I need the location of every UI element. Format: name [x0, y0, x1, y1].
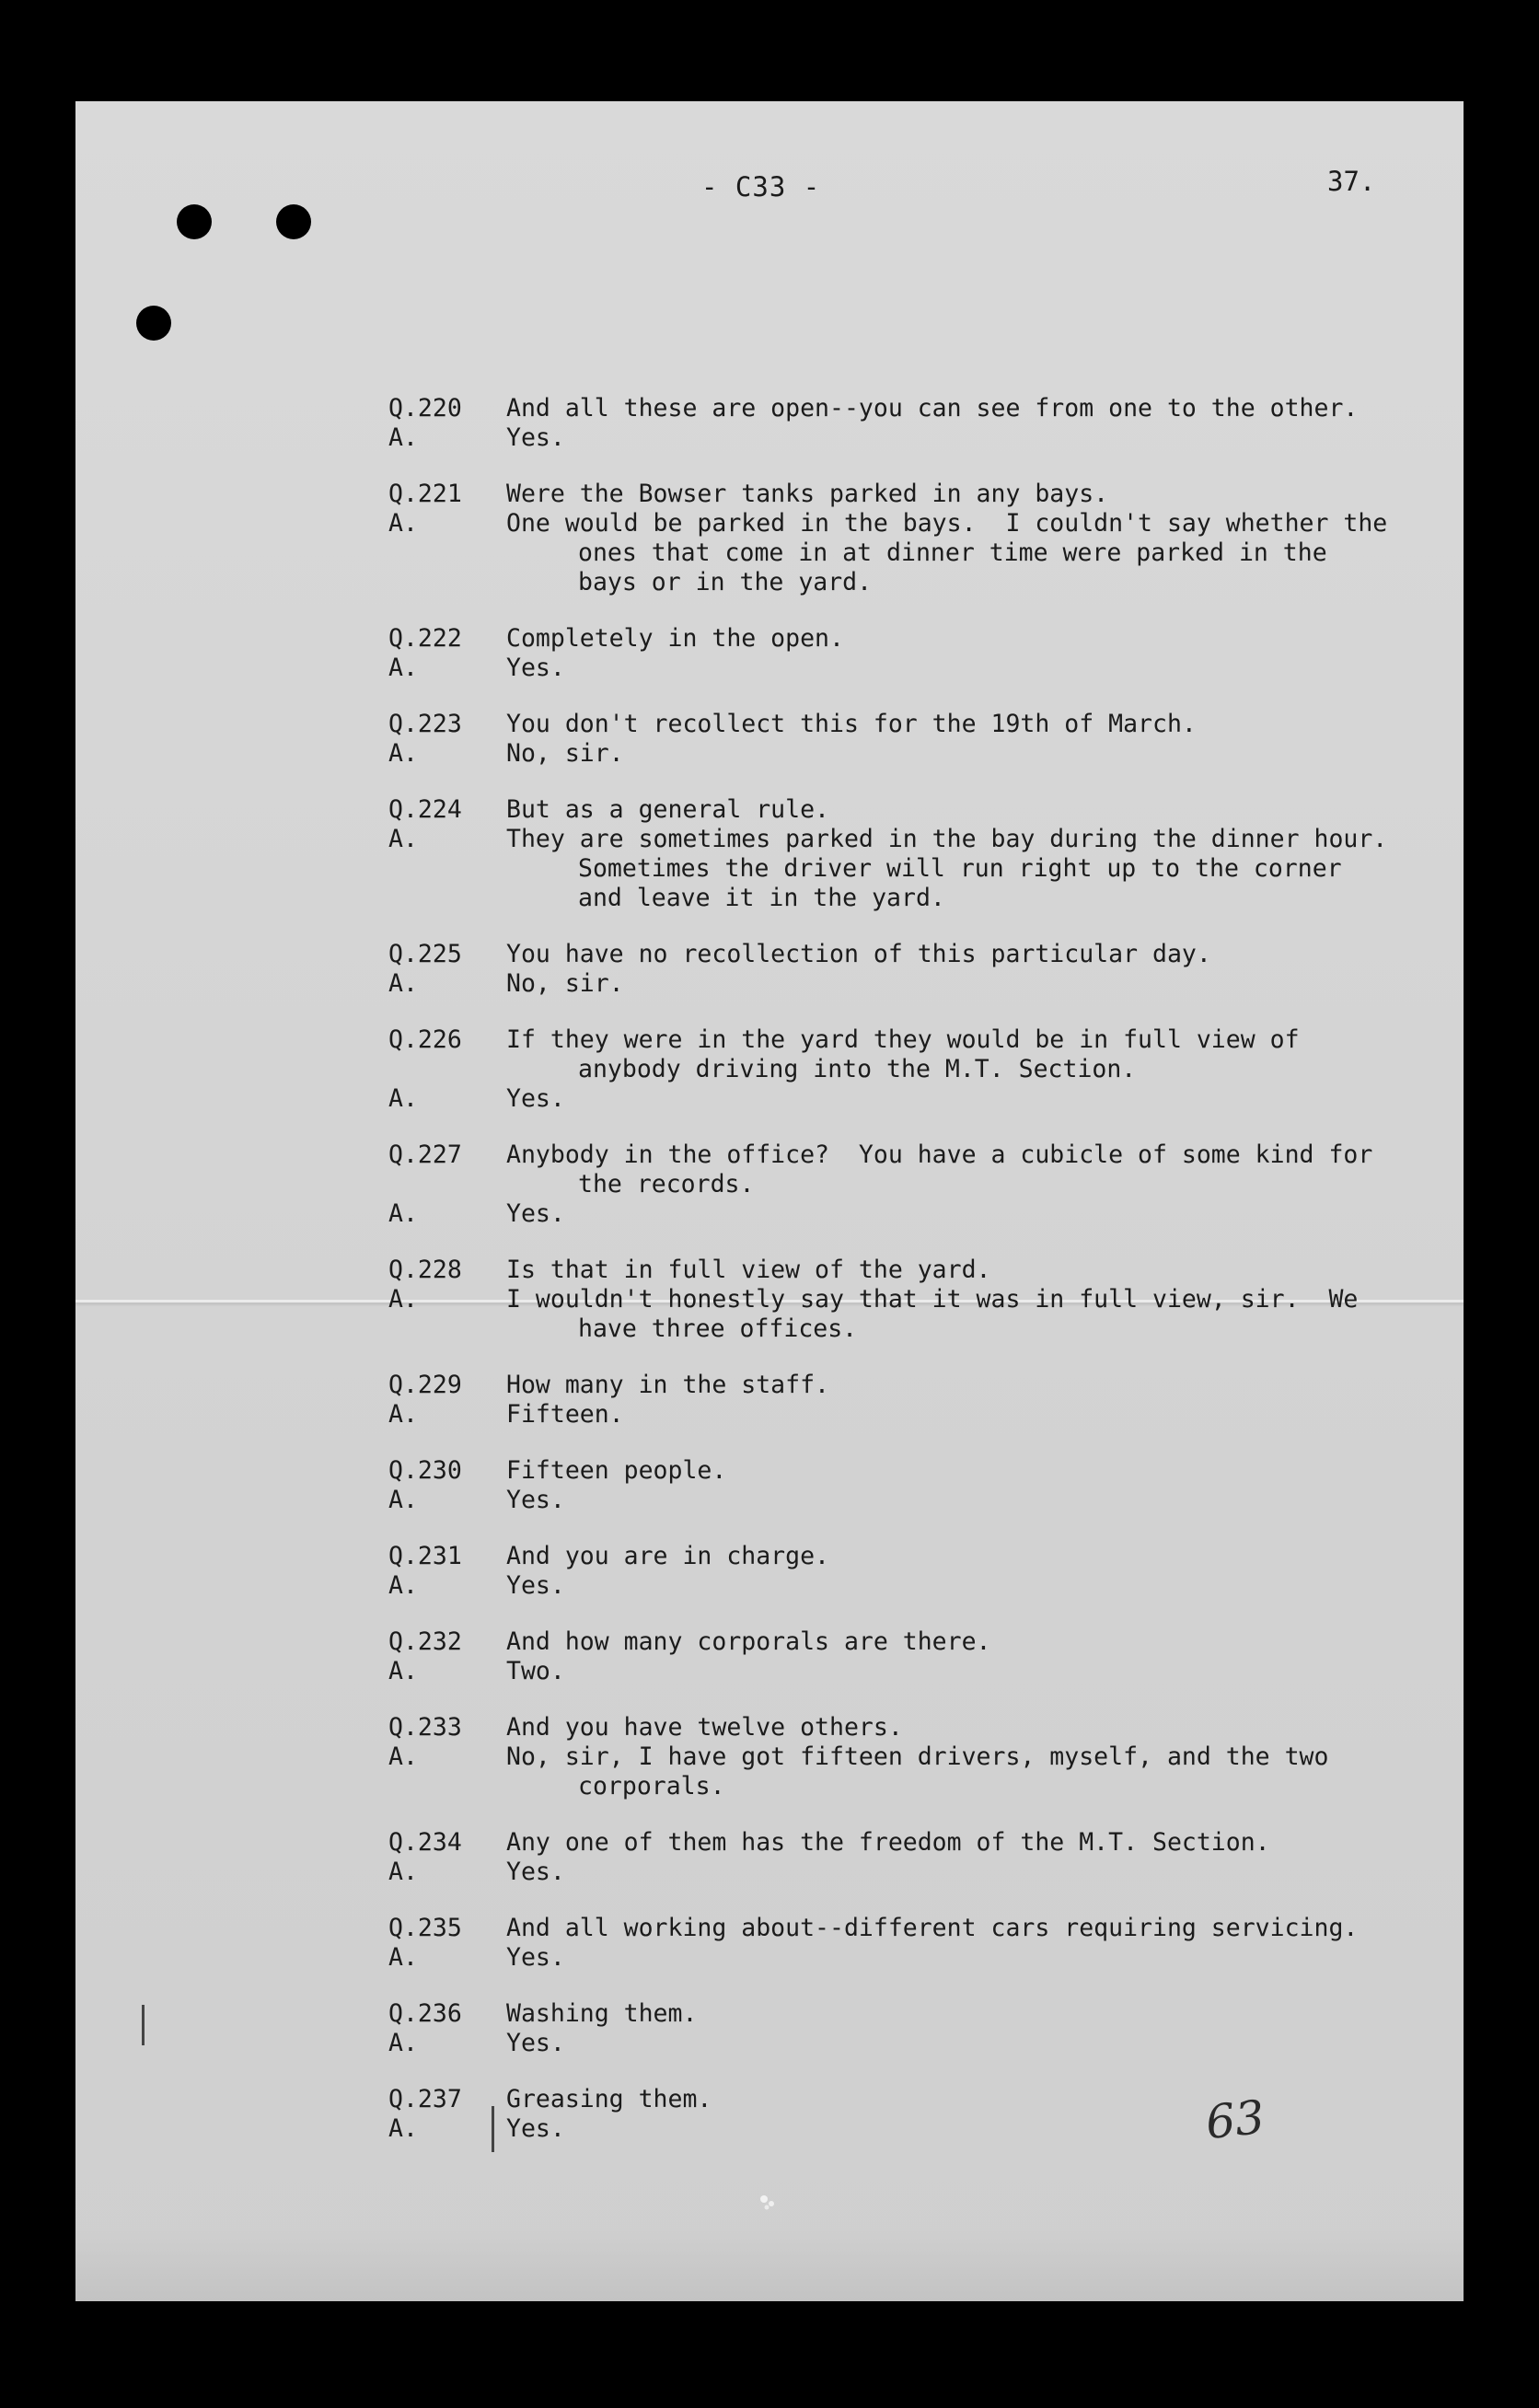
question-text: Completely in the open. [506, 624, 844, 653]
question-line [388, 1256, 1447, 1285]
question-label: Q.237 [388, 2085, 462, 2113]
answer-label: A. [388, 739, 418, 768]
qa-entry [388, 1140, 1447, 1229]
question-label: Q.230 [388, 1456, 462, 1485]
question-text: And you have twelve others. [506, 1713, 903, 1742]
answer-text: Sometimes the driver will run right up to the corner [578, 854, 1342, 883]
question-text: Fifteen people. [506, 1456, 727, 1485]
document-page [75, 101, 1464, 2301]
question-label [388, 1170, 506, 1199]
qa-entry [388, 2085, 1447, 2144]
question-label: Q.226 [388, 1025, 462, 1054]
answer-text: corporals. [578, 1772, 725, 1800]
qa-entry [388, 1914, 1447, 1973]
answer-text: They are sometimes parked in the bay during the dinner hour. [506, 825, 1388, 853]
question-text: And how many corporals are there. [506, 1627, 991, 1656]
answer-text: Yes. [506, 1486, 565, 1514]
answer-line [388, 1943, 1447, 1973]
question-label: Q.222 [388, 624, 462, 653]
question-label: Q.223 [388, 710, 462, 738]
answer-label: A. [388, 1858, 418, 1886]
qa-entry [388, 1713, 1447, 1801]
answer-line [388, 1285, 1447, 1314]
answer-label [388, 884, 506, 913]
question-text: Greasing them. [506, 2085, 712, 2113]
question-label: Q.232 [388, 1627, 462, 1656]
question-line [388, 624, 1447, 654]
answer-label: A. [388, 2114, 418, 2143]
answer-label: A. [388, 825, 418, 853]
answer-text: bays or in the yard. [578, 568, 873, 596]
question-text: If they were in the yard they would be in full view of [506, 1025, 1300, 1054]
page-number: 37. [1327, 166, 1376, 197]
qa-entry [388, 795, 1447, 913]
answer-text: have three offices. [578, 1314, 858, 1343]
answer-label: A. [388, 2029, 418, 2057]
answer-text: Yes. [506, 2114, 565, 2143]
answer-label: A. [388, 969, 418, 998]
answer-line [388, 509, 1447, 538]
answer-label: A. [388, 1943, 418, 1972]
qa-entry [388, 940, 1447, 999]
question-line [388, 1025, 1447, 1055]
answer-text: No, sir. [506, 739, 624, 768]
answer-text: No, sir. [506, 969, 624, 998]
margin-mark [142, 2005, 145, 2045]
question-line [388, 2085, 1447, 2114]
handwritten-number: 63 [1203, 2090, 1267, 2150]
qa-entry [388, 1828, 1447, 1887]
transcript-entries [388, 394, 1447, 2171]
answer-label [388, 568, 506, 597]
paper-shadow [75, 2228, 1464, 2301]
question-line [388, 1371, 1447, 1400]
answer-label: A. [388, 509, 418, 538]
question-line [388, 1914, 1447, 1943]
answer-line [388, 2114, 1447, 2144]
answer-label: A. [388, 1571, 418, 1600]
answer-text: No, sir, I have got fifteen drivers, myself, and the two [506, 1742, 1329, 1771]
question-line [388, 1713, 1447, 1742]
answer-text: One would be parked in the bays. I couldn't say whether the [506, 509, 1388, 538]
question-line [388, 1828, 1447, 1858]
answer-line [388, 1199, 1447, 1229]
question-label: Q.220 [388, 394, 462, 423]
question-text: Washing them. [506, 1999, 698, 2028]
paper-speck [757, 2191, 781, 2215]
question-label: Q.236 [388, 1999, 462, 2028]
qa-entry [388, 394, 1447, 453]
answer-line [388, 854, 1447, 884]
answer-line [388, 1314, 1447, 1344]
punch-hole [136, 306, 171, 341]
question-line [388, 394, 1447, 423]
question-line [388, 1542, 1447, 1571]
qa-entry [388, 1999, 1447, 2058]
answer-line [388, 1742, 1447, 1772]
answer-text: Fifteen. [506, 1400, 624, 1429]
question-text: Any one of them has the freedom of the M.T. Section. [506, 1828, 1270, 1857]
question-line [388, 1170, 1447, 1199]
qa-entry [388, 480, 1447, 597]
answer-text: Yes. [506, 1858, 565, 1886]
question-line [388, 1456, 1447, 1486]
answer-text: I wouldn't honestly say that it was in full view, sir. We [506, 1285, 1359, 1314]
answer-line [388, 1858, 1447, 1887]
question-label: Q.221 [388, 480, 462, 508]
question-text: And all working about--different cars requiring servicing. [506, 1914, 1359, 1942]
question-line [388, 1055, 1447, 1084]
answer-line [388, 423, 1447, 453]
question-line [388, 1140, 1447, 1170]
answer-text: Yes. [506, 1084, 565, 1113]
qa-entry [388, 1627, 1447, 1686]
answer-label: A. [388, 423, 418, 452]
answer-label: A. [388, 1742, 418, 1771]
answer-label [388, 538, 506, 568]
answer-line [388, 1772, 1447, 1801]
answer-text: Yes. [506, 1943, 565, 1972]
question-text: anybody driving into the M.T. Section. [578, 1055, 1137, 1083]
question-text: And all these are open--you can see from one to the other. [506, 394, 1359, 423]
answer-line [388, 654, 1447, 683]
question-text: And you are in charge. [506, 1542, 829, 1570]
answer-line [388, 1084, 1447, 1114]
answer-line [388, 884, 1447, 913]
question-label: Q.235 [388, 1914, 462, 1942]
question-label: Q.233 [388, 1713, 462, 1742]
answer-text: Yes. [506, 1571, 565, 1600]
question-line [388, 795, 1447, 825]
question-text: Were the Bowser tanks parked in any bays. [506, 480, 1109, 508]
question-label: Q.229 [388, 1371, 462, 1399]
answer-text: Yes. [506, 654, 565, 682]
answer-label: A. [388, 654, 418, 682]
question-text: But as a general rule. [506, 795, 829, 824]
qa-entry [388, 1542, 1447, 1601]
question-line [388, 1999, 1447, 2029]
answer-label: A. [388, 1657, 418, 1685]
question-label: Q.231 [388, 1542, 462, 1570]
answer-line [388, 969, 1447, 999]
question-label: Q.224 [388, 795, 462, 824]
question-line [388, 940, 1447, 969]
question-label: Q.234 [388, 1828, 462, 1857]
answer-text: ones that come in at dinner time were parked in the [578, 538, 1327, 567]
answer-line [388, 568, 1447, 597]
answer-line [388, 1657, 1447, 1686]
answer-line [388, 1486, 1447, 1515]
answer-text: and leave it in the yard. [578, 884, 945, 912]
question-line [388, 1627, 1447, 1657]
question-text: Is that in full view of the yard. [506, 1256, 991, 1284]
question-label: Q.228 [388, 1256, 462, 1284]
qa-entry [388, 624, 1447, 683]
answer-label: A. [388, 1285, 418, 1314]
answer-line [388, 739, 1447, 769]
qa-entry [388, 1025, 1447, 1114]
margin-mark [492, 2106, 494, 2152]
question-text: Anybody in the office? You have a cubicle of some kind for [506, 1140, 1373, 1169]
answer-text: Two. [506, 1657, 565, 1685]
answer-label: A. [388, 1486, 418, 1514]
page-code: - C33 - [701, 171, 821, 203]
answer-text: Yes. [506, 1199, 565, 1228]
question-text: the records. [578, 1170, 755, 1198]
answer-label: A. [388, 1199, 418, 1228]
punch-hole [177, 204, 212, 239]
question-text: You have no recollection of this particular day. [506, 940, 1211, 968]
answer-label [388, 1314, 506, 1344]
answer-text: Yes. [506, 2029, 565, 2057]
answer-line [388, 538, 1447, 568]
answer-line [388, 825, 1447, 854]
question-text: How many in the staff. [506, 1371, 829, 1399]
answer-text: Yes. [506, 423, 565, 452]
answer-label: A. [388, 1400, 418, 1429]
question-line [388, 710, 1447, 739]
qa-entry [388, 710, 1447, 769]
question-text: You don't recollect this for the 19th of March. [506, 710, 1197, 738]
question-label: Q.225 [388, 940, 462, 968]
answer-label [388, 1772, 506, 1801]
answer-line [388, 2029, 1447, 2058]
question-line [388, 480, 1447, 509]
answer-label [388, 854, 506, 884]
answer-label: A. [388, 1084, 418, 1113]
question-label: Q.227 [388, 1140, 462, 1169]
qa-entry [388, 1456, 1447, 1515]
answer-line [388, 1571, 1447, 1601]
answer-line [388, 1400, 1447, 1430]
qa-entry [388, 1256, 1447, 1344]
punch-hole [276, 204, 311, 239]
qa-entry [388, 1371, 1447, 1430]
question-label [388, 1055, 506, 1084]
